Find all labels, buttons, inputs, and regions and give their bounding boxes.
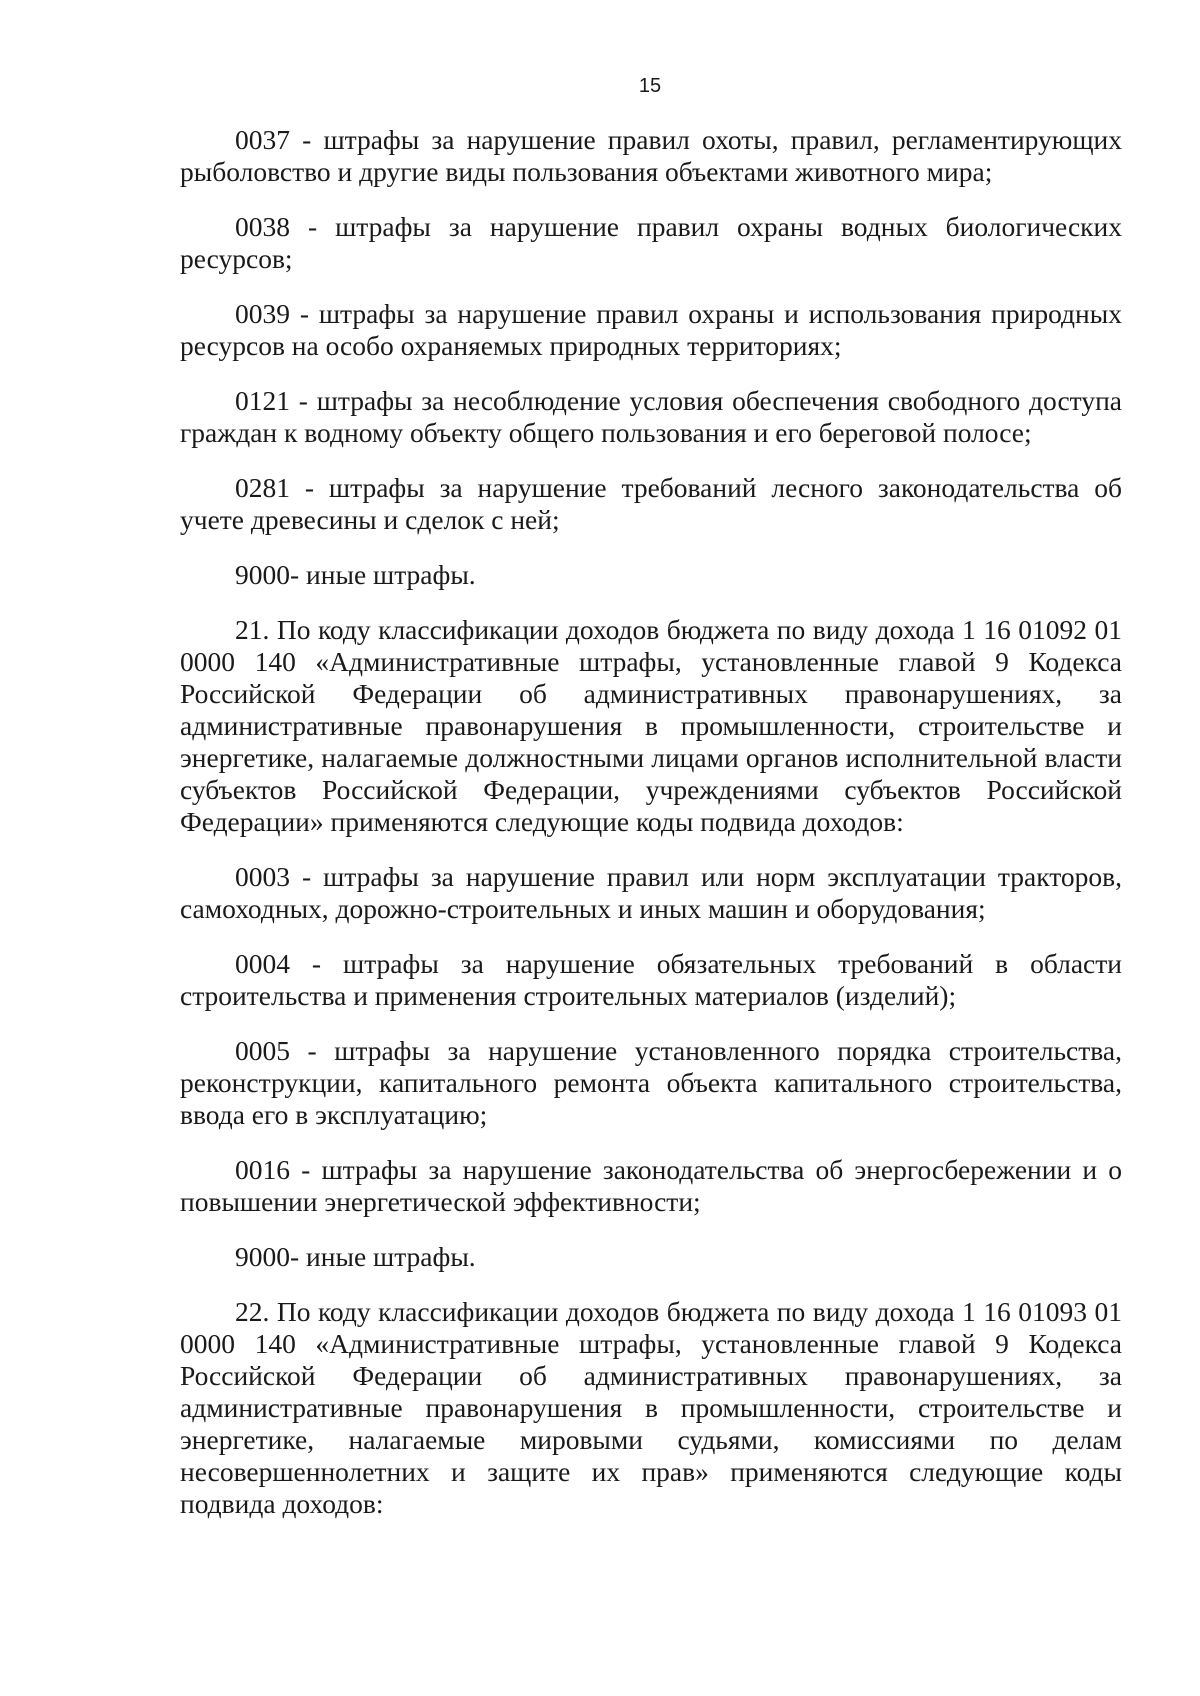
- paragraph-section-21: 21. По коду классификации доходов бюджета по виду дохода 1 16 01092 01 0000 140 «Административные штрафы, установленные главой 9 Кодекса Российской Федерации об административных правонарушениях, за административные правонарушения в промышленности, строительстве и энергетике, налагаемые должностными лицами органов исполнительной власти субъектов Российской Федерации, учреждениями субъектов Российской Федерации» применяются следующие коды подвида доходов:: [180, 614, 1122, 837]
- page-number: [0, 74, 1200, 98]
- paragraph-0039: 0039 - штрафы за нарушение правил охраны и использования природных ресурсов на особо охраняемых природных территориях;: [180, 298, 1122, 361]
- paragraph-0281: 0281 - штрафы за нарушение требований лесного законодательства об учете древесины и сделок с ней;: [180, 472, 1122, 535]
- paragraph-0038: 0038 - штрафы за нарушение правил охраны водных биологических ресурсов;: [180, 211, 1122, 274]
- paragraph-0016: 0016 - штрафы за нарушение законодательства об энергосбережении и о повышении энергетической эффективности;: [180, 1154, 1122, 1217]
- paragraph-0004: 0004 - штрафы за нарушение обязательных требований в области строительства и применения строительных материалов (изделий);: [180, 948, 1122, 1011]
- paragraph-0037: 0037 - штрафы за нарушение правил охоты, правил, регламентирующих рыболовство и другие виды пользования объектами животного мира;: [180, 124, 1122, 187]
- paragraph-0003: 0003 - штрафы за нарушение правил или норм эксплуатации тракторов, самоходных, дорожно-строительных и иных машин и оборудования;: [180, 861, 1122, 924]
- page-number-text: 15: [638, 75, 662, 97]
- paragraph-9000-second: 9000- иные штрафы.: [235, 1241, 476, 1272]
- paragraph-9000-first: 9000- иные штрафы.: [235, 559, 476, 590]
- document-body: [180, 124, 1122, 1543]
- paragraph-0005: 0005 - штрафы за нарушение установленного порядка строительства, реконструкции, капитального ремонта объекта капитального строительства, ввода его в эксплуатацию;: [180, 1035, 1122, 1130]
- paragraph-section-22: 22. По коду классификации доходов бюджета по виду дохода 1 16 01093 01 0000 140 «Административные штрафы, установленные главой 9 Кодекса Российской Федерации об административных правонарушениях, за административные правонарушения в промышленности, строительстве и энергетике, налагаемые мировыми судьями, комиссиями по делам несовершеннолетних и защите их прав» применяются следующие коды подвида доходов:: [180, 1296, 1122, 1519]
- paragraph-0121: 0121 - штрафы за несоблюдение условия обеспечения свободного доступа граждан к водному объекту общего пользования и его береговой полосе;: [180, 385, 1122, 448]
